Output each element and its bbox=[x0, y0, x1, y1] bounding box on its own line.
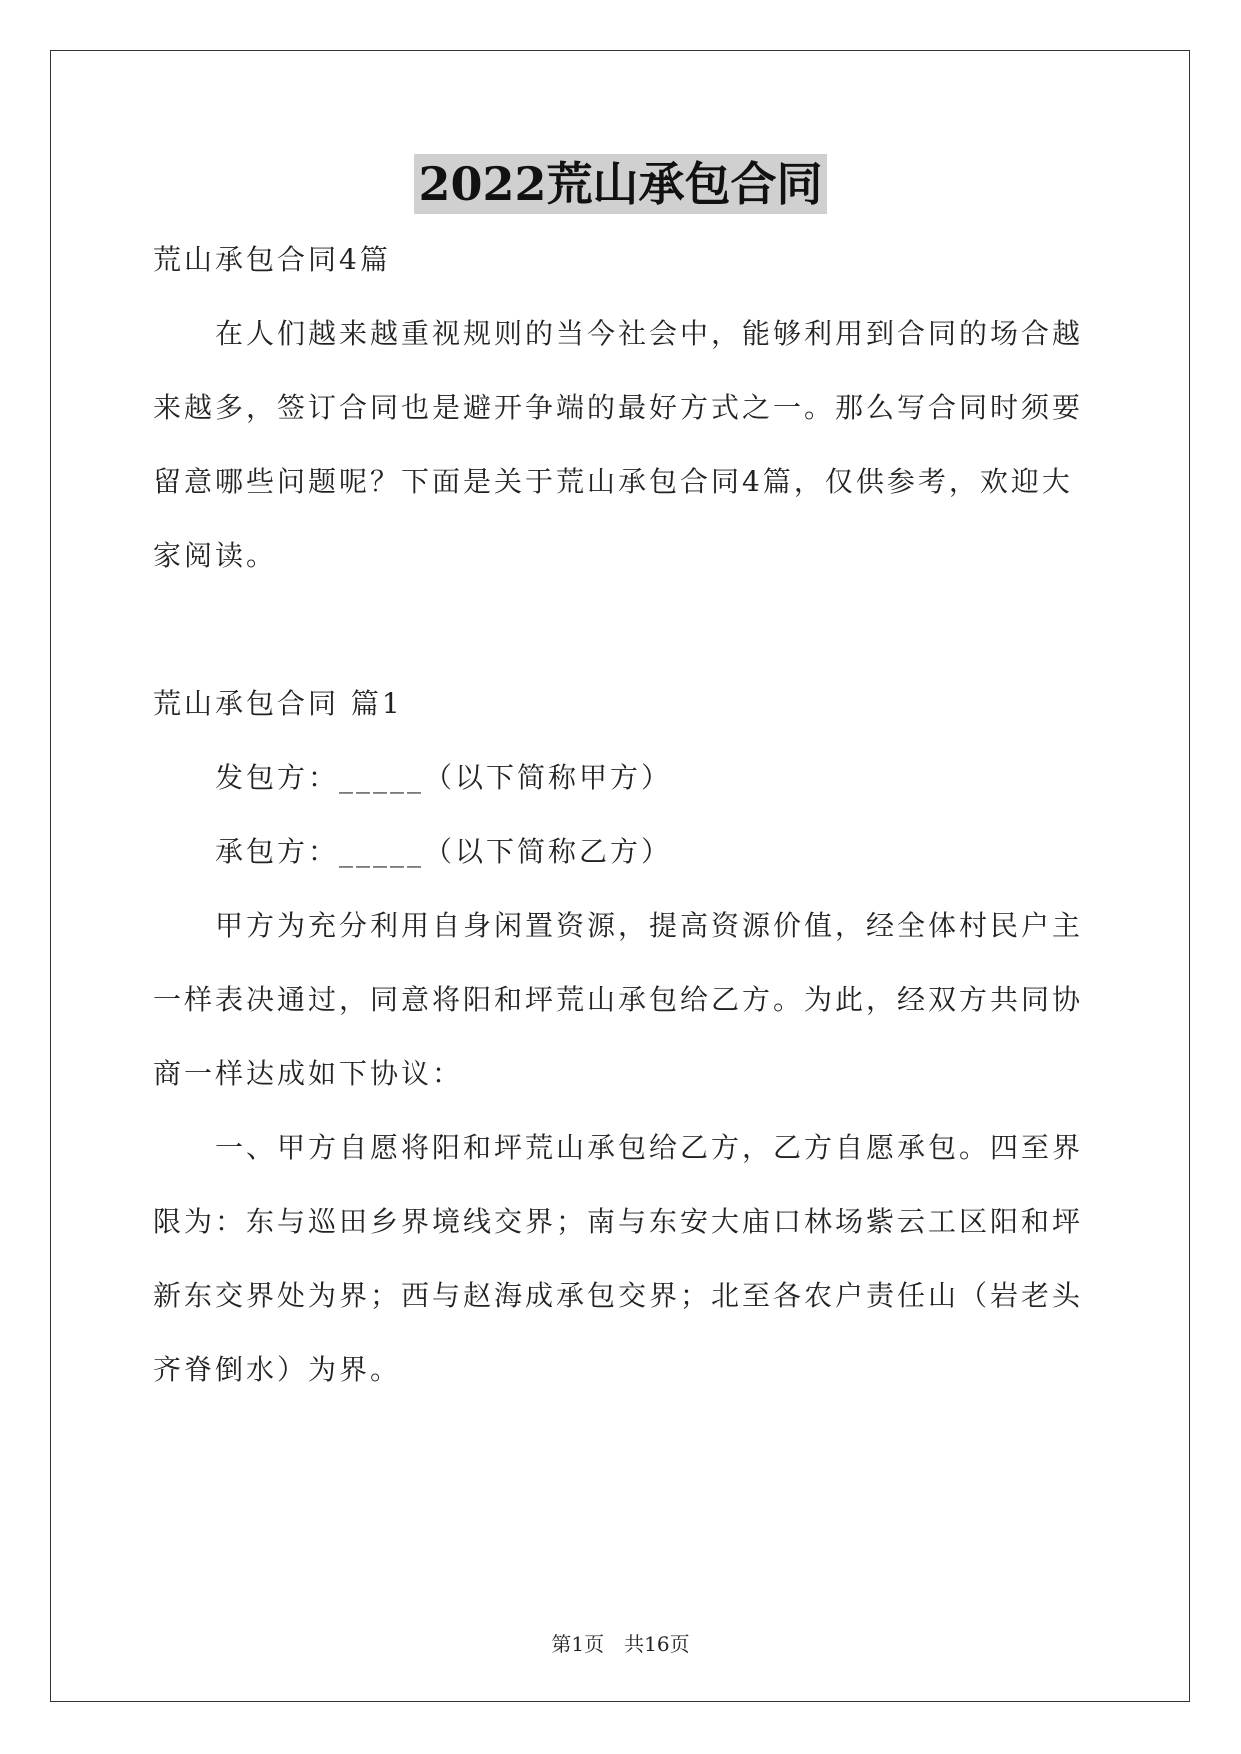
title-container bbox=[0, 154, 1241, 214]
party-a-line: 发包方：_____（以下简称甲方） bbox=[215, 761, 673, 794]
intro-line: 留意哪些问题呢？下面是关于荒山承包合同4篇，仅供参考，欢迎大 bbox=[153, 465, 1073, 498]
paragraph-line: 齐脊倒水）为界。 bbox=[153, 1353, 402, 1386]
document-title: 2022荒山承包合同 bbox=[414, 154, 826, 214]
paragraph-line: 甲方为充分利用自身闲置资源，提高资源价值，经全体村民户主 bbox=[215, 909, 1084, 942]
paragraph-line: 一、甲方自愿将阳和坪荒山承包给乙方，乙方自愿承包。四至界 bbox=[215, 1131, 1084, 1164]
intro-line: 家阅读。 bbox=[153, 539, 278, 572]
page-border bbox=[50, 50, 1190, 1702]
paragraph-line: 一样表决通过，同意将阳和坪荒山承包给乙方。为此，经双方共同协 bbox=[153, 983, 1084, 1016]
subtitle: 荒山承包合同4篇 bbox=[153, 243, 391, 276]
page-footer: 第1页 共16页 bbox=[551, 1632, 690, 1656]
paragraph-line: 新东交界处为界；西与赵海成承包交界；北至各农户责任山（岩老头 bbox=[153, 1279, 1084, 1312]
intro-line: 来越多，签订合同也是避开争端的最好方式之一。那么写合同时须要 bbox=[153, 391, 1084, 424]
paragraph-line: 商一样达成如下协议： bbox=[153, 1057, 464, 1090]
section-heading: 荒山承包合同 篇1 bbox=[153, 687, 403, 720]
intro-line: 在人们越来越重视规则的当今社会中，能够利用到合同的场合越 bbox=[215, 317, 1084, 350]
paragraph-line: 限为：东与巡田乡界境线交界；南与东安大庙口林场紫云工区阳和坪 bbox=[153, 1205, 1084, 1238]
party-b-line: 承包方：_____（以下简称乙方） bbox=[215, 835, 673, 868]
